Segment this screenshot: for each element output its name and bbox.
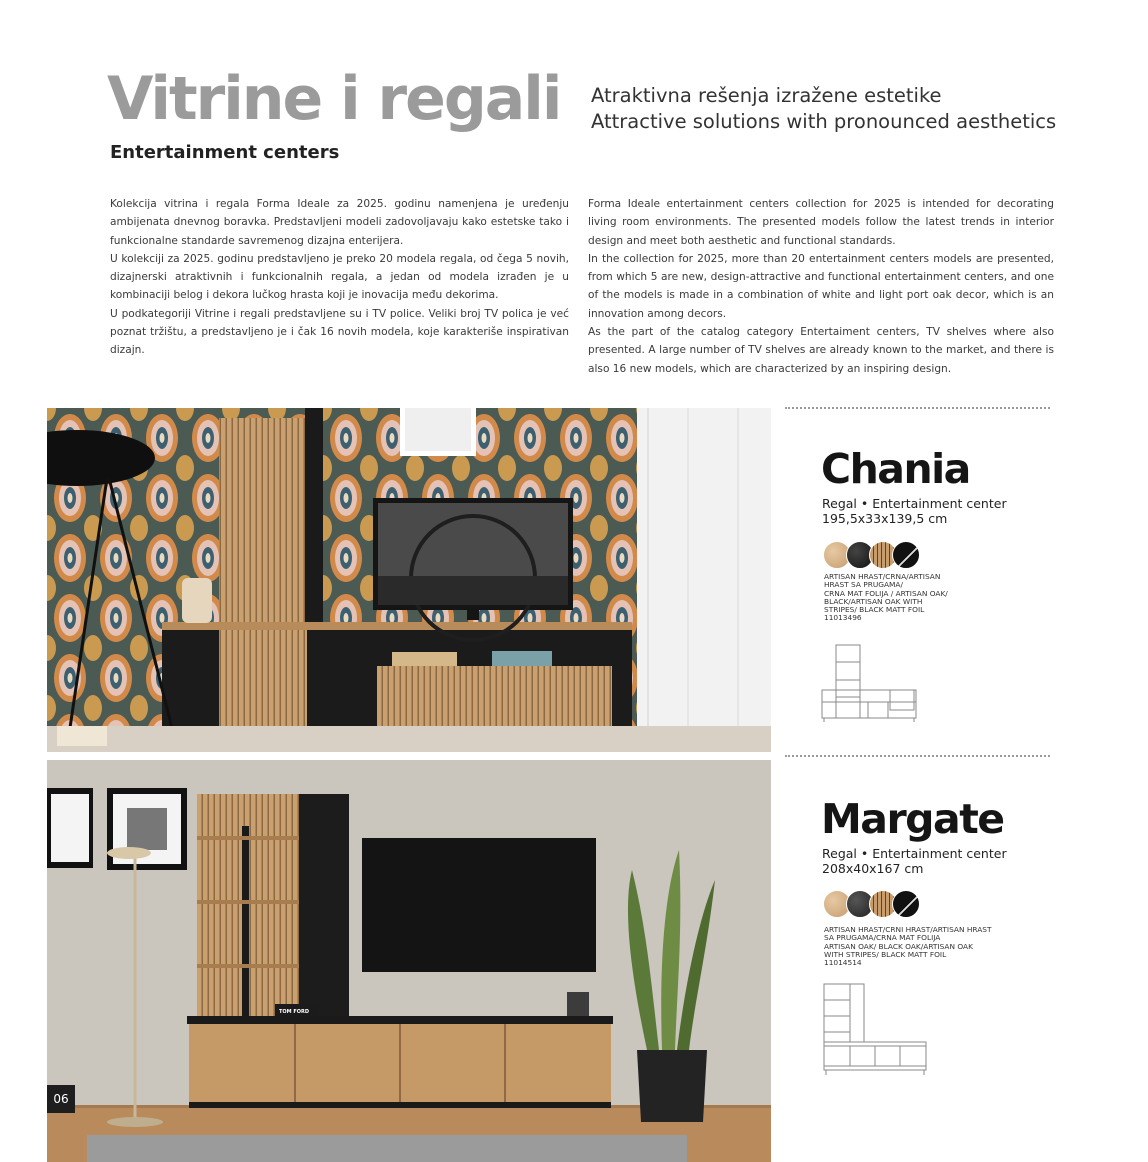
margate-photo — [47, 760, 771, 1162]
color-swatches — [823, 890, 915, 918]
finish-line: STRIPES/ BLACK MATT FOIL — [824, 605, 925, 615]
product-dimensions: 208x40x167 cm — [822, 861, 924, 876]
intro-serbian — [110, 195, 569, 360]
product-finish-description — [824, 573, 948, 623]
chania-photo-illustration — [47, 408, 771, 752]
dotted-divider — [785, 755, 1050, 757]
tagline-en: Attractive solutions with pronounced aesthetics — [591, 110, 1057, 133]
finish-line: ARTISAN HRAST/CRNI HRAST/ARTISAN HRAST — [824, 925, 992, 934]
product-type — [822, 846, 1007, 876]
chania-sketch — [820, 642, 920, 724]
intro-paragraph: As the part of the catalog category Entertaiment centers, TV shelves where also presented. A large number of TV shelves are already known to the market, and there is also 16 new models, which are characterized by an inspiring design. — [588, 326, 1054, 375]
product-name-chania: Chania — [821, 445, 970, 493]
intro-paragraph: Forma Ideale entertainment centers collection for 2025 is intended for decorating living room environments. The presented models follow the latest trends in interior design and meet both aesthetic and functional standards. — [588, 198, 1054, 247]
margate-photo-illustration — [47, 760, 771, 1162]
page-title: Vitrine i regali — [107, 64, 561, 134]
intro-english — [588, 195, 1054, 378]
intro-paragraph: In the collection for 2025, more than 20 entertainment centers models are presented, from which 5 are new, design-attractive and functional entertainment centers, and one of the models is made in a combination of white and light port oak decor, which is an innovation among decors. — [588, 252, 1054, 320]
swatch-black-matt-foil — [892, 541, 920, 569]
product-code: 11014514 — [824, 958, 862, 968]
finish-line: ARTISAN OAK/ BLACK OAK/ARTISAN OAK — [824, 941, 973, 951]
page-subtitle: Entertainment centers — [110, 142, 340, 163]
finish-line: HRAST SA PRUGAMA/ — [824, 580, 903, 590]
intro-paragraph: U kolekciji za 2025. godinu predstavljeno je preko 20 modela regala, od čega 5 novih, dizajnerski atraktivnih i funkcionalnih regala, a jedan od modela izrađen je u kombinaciji belog i dekora lučkog hrasta koji je inovacija među dekorima. — [110, 252, 569, 302]
intro-paragraph: Kolekcija vitrina i regala Forma Ideale za 2025. godinu namenjena je uređenju ambijenata dnevnog boravka. Predstavljeni modeli zadovoljavaju kako estetske tako i funkcionalne standarde savremenog dizajna enterijera. — [110, 198, 569, 247]
swatch-black-matt-foil — [892, 890, 920, 918]
product-type-label: Regal • Entertainment center — [822, 846, 1007, 861]
product-type — [822, 496, 1007, 526]
finish-line: CRNA MAT FOLIJA / ARTISAN OAK/ — [824, 588, 948, 598]
product-code: 11013496 — [824, 613, 862, 623]
product-dimensions: 195,5x33x139,5 cm — [822, 511, 948, 526]
page-number: 06 — [47, 1085, 75, 1113]
color-swatches — [823, 541, 915, 569]
product-type-label: Regal • Entertainment center — [822, 496, 1007, 511]
finish-line: SA PRUGAMA/CRNA MAT FOLIJA — [824, 933, 941, 943]
product-name-margate: Margate — [821, 795, 1004, 843]
finish-line: BLACK/ARTISAN OAK WITH — [824, 596, 923, 606]
dotted-divider — [785, 407, 1050, 409]
finish-line: ARTISAN HRAST/CRNA/ARTISAN — [824, 572, 941, 581]
finish-line: WITH STRIPES/ BLACK MATT FOIL — [824, 949, 947, 959]
product-finish-description — [824, 926, 992, 967]
chania-photo — [47, 408, 771, 752]
margate-sketch — [820, 980, 930, 1080]
book-label: TOM FORD — [279, 1009, 310, 1015]
intro-paragraph: U podkategoriji Vitrine i regali predstavljene su i TV police. Veliki broj TV polica je već poznat tržištu, a predstavljeno je i čak 16 novih modela, koje karakteriše inspirativan dizajn. — [110, 307, 569, 357]
tagline-sr: Atraktivna rešenja izražene estetike — [591, 84, 942, 107]
tagline — [591, 83, 1056, 135]
